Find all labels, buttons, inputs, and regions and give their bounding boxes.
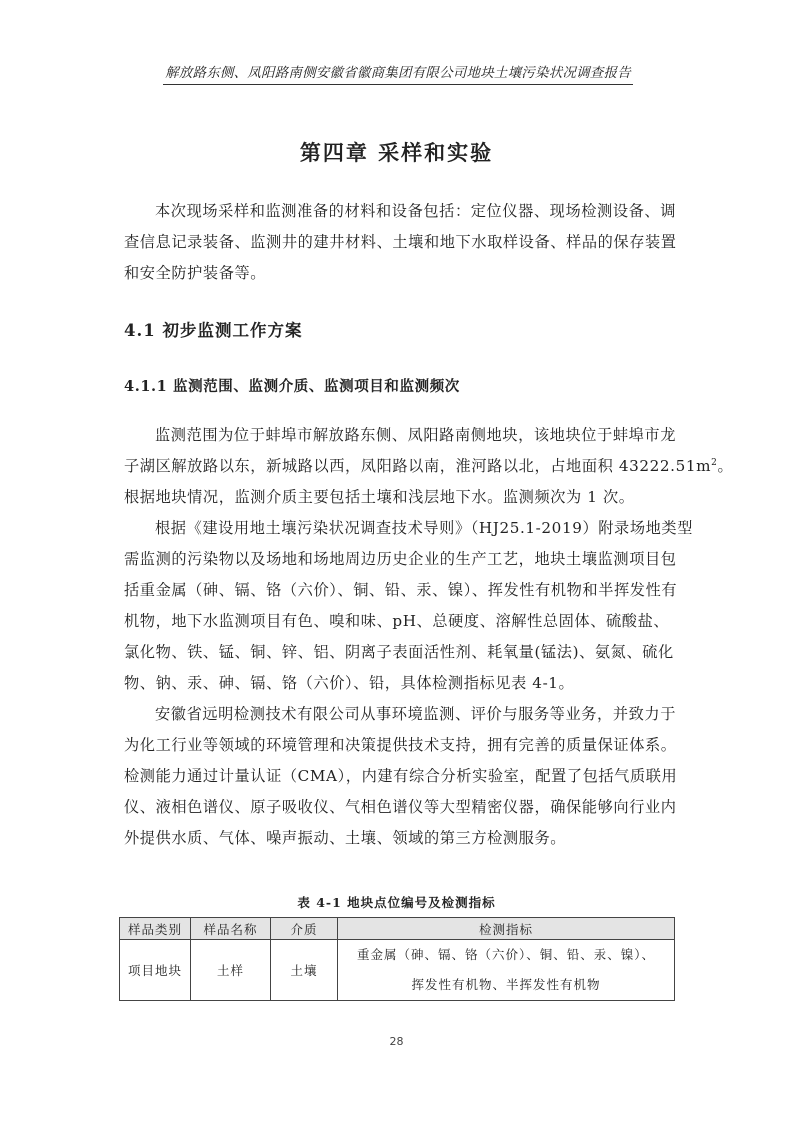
text-line (124, 451, 734, 482)
text-line: 查信息记录装备、监测井的建井材料、土壤和地下水取样设备、样品的保存装置 (124, 233, 677, 251)
column-header: 样品类别 (120, 918, 191, 940)
text-line: 为化工行业等领域的环境管理和决策提供技术支持，拥有完善的质量保证体系。 (124, 736, 677, 754)
intro-paragraph (124, 196, 677, 289)
text-line: 物、钠、汞、砷、镉、铬（六价）、铅，具体检测指标见表 4-1。 (124, 674, 575, 692)
cell-sample-name: 土样 (191, 940, 271, 1001)
text-line: 氯化物、铁、锰、铜、锌、铝、阴离子表面活性剂、耗氧量(锰法)、氨氮、硫化 (124, 643, 674, 661)
chapter-title: 第四章 采样和实验 (299, 140, 494, 165)
indicators-line: 重金属（砷、镉、铬（六价）、铜、铅、汞、镍）、 (356, 947, 655, 962)
text-line: 监测范围为位于蚌埠市解放路东侧、凤阳路南侧地块，该地块位于蚌埠市龙 (155, 426, 676, 444)
indicators-line: 挥发性有机物、半挥发性有机物 (411, 977, 601, 992)
column-header: 检测指标 (338, 918, 675, 940)
text-line: 根据地块情况，监测介质主要包括土壤和浅层地下水。监测频次为 1 次。 (124, 488, 635, 506)
section-heading-4-1-1: 4.1.1 监测范围、监测介质、监测项目和监测频次 (124, 378, 460, 395)
detection-indicators-table (119, 917, 675, 1001)
line-end: 。 (717, 457, 734, 475)
text-line: 安徽省远明检测技术有限公司从事环境监测、评价与服务等业务，并致力于 (155, 705, 676, 723)
company-paragraph (124, 699, 678, 854)
superscript: 2 (711, 457, 718, 468)
column-header: 样品名称 (191, 918, 271, 940)
text-line: 机物，地下水监测项目有色、嗅和味、pH、总硬度、溶解性总固体、硫酸盐、 (124, 612, 670, 630)
area-text: 子湖区解放路以东，新城路以西，凤阳路以南，淮河路以北，占地面积 43222.51m (124, 457, 712, 475)
basis-paragraph (124, 513, 693, 699)
text-line: 本次现场采样和监测准备的材料和设备包括：定位仪器、现场检测设备、调 (155, 202, 676, 220)
cell-medium: 土壤 (271, 940, 338, 1001)
text-line: 仪、液相色谱仪、原子吸收仪、气相色谱仪等大型精密仪器，确保能够向行业内 (124, 798, 677, 816)
text-line: 需监测的污染物以及场地和场地周边历史企业的生产工艺，地块土壤监测项目包 (124, 550, 677, 568)
cell-indicators (338, 940, 675, 1001)
table-caption: 表 4-1 地块点位编号及检测指标 (297, 895, 496, 910)
cell-category: 项目地块 (120, 940, 191, 1001)
page-number: 28 (389, 1035, 404, 1048)
text-line: 和安全防护装备等。 (124, 264, 267, 282)
table-header-row (120, 918, 675, 940)
table-row (120, 940, 675, 1001)
section-heading-4-1: 4.1 初步监测工作方案 (124, 321, 303, 340)
text-line: 根据《建设用地土壤污染状况调查技术导则》（HJ25.1-2019）附录场地类型 (155, 519, 693, 537)
text-line: 检测能力通过计量认证（CMA），内建有综合分析实验室，配置了包括气质联用 (124, 767, 678, 785)
scope-paragraph (124, 420, 734, 513)
running-header: 解放路东侧、凤阳路南侧安徽省徽商集团有限公司地块土壤污染状况调查报告 (163, 61, 633, 85)
text-line: 括重金属（砷、镉、铬（六价）、铜、铅、汞、镍）、挥发性有机物和半挥发性有 (124, 581, 678, 599)
text-line: 外提供水质、气体、噪声振动、土壤、领域的第三方检测服务。 (124, 829, 567, 847)
column-header: 介质 (271, 918, 338, 940)
